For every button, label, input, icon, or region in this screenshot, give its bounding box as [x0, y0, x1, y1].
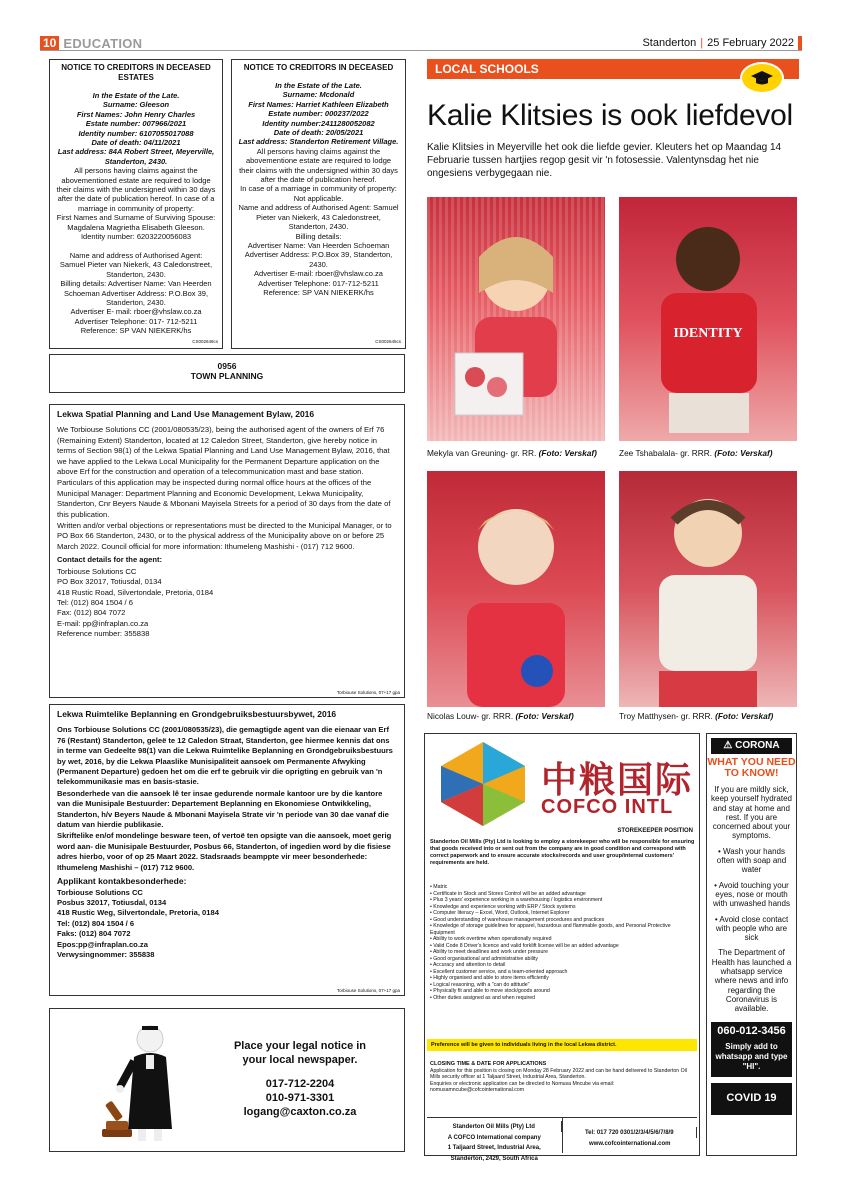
- address-line: Standerton Oil Mills (Pty) Ltd: [427, 1121, 562, 1132]
- estate-detail-line: Date of death: 20/05/2021: [273, 128, 364, 138]
- address-line: Standerton, 2429, South Africa: [450, 1155, 538, 1162]
- covid-logo-text: COVID 19: [726, 1092, 777, 1105]
- contact-line: Tel: 017 720 0301/2/3/4/5/6/7/8/9: [563, 1127, 698, 1138]
- contact-line: Tel: (012) 804 1504 / 6: [57, 918, 135, 928]
- company-address: [427, 1118, 563, 1162]
- notice-body-line: Name and address of Authorised Agent: Samuel Pieter van Niekerk, 43 Caledonstreet, Standerton, 2430.: [238, 203, 399, 232]
- planning-paragraphs: [57, 725, 397, 873]
- caption-troy: [619, 711, 773, 721]
- corona-tip: • Avoid touching your eyes, nose or mouth with unwashed hands: [713, 880, 790, 909]
- planning-paragraph: Ons Torbiouse Solutions CC (2001/080535/23), die gemagtigde agent van die eienaar van Erf 76 (Restant) Standerton, geleë te 12 Caledon Straat, Standerton, gee hiermee kennis dat ons in terme van Gedeelte 98(1) van die Lekwa Ruimtelike Beplanning en Grondgebruiksbestuurs by wet, 2016, by die Lekwa Plaaslike Munisipaliteit aansoek om Permanente Afwyking (Permanent Departure) gedoen het om die erf te gebruik vir die oprigting en gebruik van 'n telekommunikasie mas en basis-stasie.: [57, 725, 393, 787]
- caption-name: Mekyla van Greuning- gr. RR.: [427, 448, 537, 458]
- job-requirements: [430, 884, 696, 1001]
- contact-details: [57, 888, 397, 961]
- estate-detail-line: Estate number: 000237/2022: [268, 109, 369, 119]
- cofco-brand: COFCO INTL: [541, 796, 674, 818]
- notice-deceased-estate-gleeson: [49, 59, 223, 349]
- requirement-item: • Good understanding of warehouse management procedures and practices: [430, 916, 605, 923]
- notice-title: NOTICE TO CREDITORS IN DECEASED: [243, 63, 394, 72]
- classification-number: 0956: [217, 361, 237, 371]
- caption-credit: (Foto: Verskaf): [515, 711, 574, 721]
- legal-ad-line2: your local newspaper.: [242, 1054, 358, 1066]
- corona-header: ⚠ CORONA: [711, 738, 792, 754]
- graduation-cap-icon: [740, 62, 784, 94]
- company-contact: [563, 1118, 698, 1153]
- requirement-item: • Physically fit and able to move stock/goods around: [430, 988, 550, 994]
- notice-estate-details: [238, 81, 399, 147]
- town-planning-heading: [49, 354, 405, 393]
- planning-notice-afrikaans-body: [50, 705, 404, 964]
- contact-line: PO Box 32017, Totiusdal, 0134: [57, 577, 162, 587]
- notice-body-line: First Names and Surname of Surviving Spouse: Magdalena Magrietha Elisabeth Gleeson.: [56, 213, 216, 232]
- notice-body-line: Identity number: 6203220056083: [80, 232, 192, 242]
- contact-heading: Applikant kontakbesonderhede:: [57, 876, 187, 887]
- corona-info-box: [706, 733, 797, 1156]
- planning-paragraphs: [57, 425, 397, 552]
- requirement-item: • Ability to meet deadlines and work under pressure: [430, 949, 549, 955]
- caption-credit: (Foto: Verskaf): [538, 448, 597, 458]
- requirement-item: • Computer literacy – Excel, Word, Outlook, Internet Explorer: [430, 910, 570, 916]
- photo-troy: [619, 471, 797, 707]
- estate-detail-line: Identity number: 6107055017088: [78, 128, 194, 138]
- requirement-item: • Good organisational and administrative ability: [430, 955, 538, 962]
- job-lead: Standerton Oil Mills (Pty) Ltd is looking to employ a storekeeper who will be responsible for ensuring that goods received into or sent out from the company are in good condition and correspond with correct paperwork and to ensure accurate stocks/records and user group/internal customers' requirements are held.: [430, 839, 695, 866]
- contact-line: Verwysingnommer: 355838: [57, 949, 155, 959]
- shirt-text: IDENTITY: [673, 326, 743, 341]
- notice-estate-details: [56, 91, 216, 166]
- page-number: 10: [40, 36, 59, 50]
- requirement-item: • Ability to work overtime when operationally required: [430, 936, 552, 942]
- estate-detail-line: Identity number:2411280052082: [262, 118, 375, 128]
- whatsapp-number[interactable]: 060-012-3456: [711, 1022, 792, 1040]
- local-schools-bar: LOCAL SCHOOLS: [427, 59, 799, 79]
- closing-heading: CLOSING TIME & DATE FOR APPLICATIONS: [430, 1061, 547, 1067]
- whatsapp-cta: Simply add to whatsapp and type "HI".: [711, 1040, 792, 1077]
- estate-detail-line: Last address: Standerton Retirement Village.: [238, 137, 399, 147]
- caption-credit: (Foto: Verskaf): [714, 448, 773, 458]
- corona-tip: • Avoid close contact with people who are sick: [714, 914, 789, 943]
- classification-label: TOWN PLANNING: [190, 371, 264, 381]
- cofco-footer: [427, 1117, 697, 1162]
- page-header-right: [642, 36, 802, 50]
- ad-code: CS002645cs: [375, 338, 401, 344]
- requirement-item: • Highly organised and able to store items efficiently: [430, 975, 549, 981]
- corona-intro: If you are mildly sick, keep yourself hydrated and stay at home and rest. If you are concerned about your symptoms.: [711, 785, 792, 841]
- caption-nicolas: [427, 711, 574, 721]
- notice-body-line: Advertiser Telephone: 017-712-5211: [258, 278, 379, 288]
- photo-mekyla: [427, 197, 605, 441]
- estate-detail-line: First Names: Harriet Kathleen Elizabeth: [248, 99, 389, 109]
- notice-title: NOTICE TO CREDITORS IN DECEASED ESTATES: [61, 63, 211, 82]
- caption-name: Troy Matthysen- gr. RRR.: [619, 711, 713, 721]
- caption-credit: (Foto: Verskaf): [715, 711, 774, 721]
- edition-name: Standerton: [642, 37, 697, 49]
- judge-figure-illustration: [100, 1017, 190, 1147]
- notice-body-line: All persons having claims against the abovementioned estate are required to lodge their claims with the undersigned within 30 days after the date of publication hereof. In case of a marriage in community of property:: [56, 166, 216, 213]
- caption-zee: [619, 448, 773, 458]
- notice-body-line: Reference: SP VAN NIEKERK/hs: [263, 287, 374, 297]
- planning-notice-afrikaans: [49, 704, 405, 996]
- legal-ad-text: [200, 1039, 400, 1119]
- planning-paragraph: Particulars of this application may be inspected during normal office hours at the offices of the Municipal Manager: Department Planning and Economic Development, Lekwa Municipality, Standerton, Cnr Beyers Naude & Mbonani Mayisela Streets for a period of 30 days from the date of this publication.: [57, 478, 391, 519]
- legal-ad-phone1[interactable]: 017-712-2204: [265, 1078, 335, 1090]
- address-line: A COFCO International company: [447, 1134, 541, 1141]
- notice-body: [238, 147, 399, 298]
- requirement-item: • Plus 3 years' experience working in a warehousing / logistics environment: [430, 897, 603, 903]
- corona-what-you-need: WHAT YOU NEED TO KNOW!: [707, 756, 796, 779]
- header-separator: |: [700, 37, 704, 49]
- contact-line: Tel: (012) 804 1504 / 6: [57, 597, 133, 607]
- notice-body-line: Advertiser Name: Van Heerden Schoeman: [247, 240, 390, 250]
- requirement-item: • Certificate in Stock and Stores Control will be an added advantage: [430, 890, 586, 897]
- estate-detail-line: Estate number: 007966/2021: [85, 119, 187, 129]
- corona-tips: [707, 847, 796, 943]
- notice-body-line: In case of a marriage in community of property: Not applicable.: [240, 184, 397, 203]
- notice-body-line: Advertiser Telephone: 017- 712-5211: [74, 316, 198, 326]
- planning-paragraph: Written and/or verbal objections or representations must be directed to the Municipal Manager, or to PO Box 66 Standerton, 2430, or to the physical address of the Municipality above on or before 25 March 2022. Council official for more information: Ithumeleng Mashishi - (017) 712 9600.: [57, 521, 392, 551]
- notice-body-line: Billing details: Advertiser Name: Van Heerden Schoeman Advertiser Address: P.O.Box 39, Standerton, 2430.: [60, 279, 212, 307]
- planning-paragraph: We Torbiouse Solutions CC (2001/080535/23), being the authorised agent of the owners of Erf 76 (Remaining Extent) Standerton, located at 12 Caledon Street, Standerton, give hereby notice in terms of Section 98(1) of the Lekwa Spatial Planning and Land Use Management Bylaw, 2016, that we have applied to the Lekwa Local Municipality for the Permanent Departure application on the above Erf for the construction and operation of a telecommunication mast and base station.: [57, 425, 390, 477]
- planning-title: Lekwa Ruimtelike Beplanning en Grondgebruiksbestuursbywet, 2016: [57, 709, 337, 719]
- issue-date: 25 February 2022: [707, 37, 794, 49]
- planning-notice-english: [49, 404, 405, 698]
- header-accent-bar: [798, 36, 802, 50]
- requirement-item: • Valid Code 8 Driver's licence and valid forklift license will be an added advantage: [430, 942, 619, 949]
- closing-text: Application for this position is closing on Monday 28 February 2022 and can be hand delivered to Standerton Oil Mills security officer at 1 Taljaard Street, Industrial Area, Standerton.: [430, 1067, 687, 1080]
- section-name: EDUCATION: [63, 35, 143, 51]
- story-headline: Kalie Klitsies is ook liefdevol: [427, 99, 793, 132]
- page-header-left: [40, 36, 142, 50]
- notice-body-line: [56, 242, 216, 251]
- notice-deceased-estate-mcdonald: [231, 59, 406, 349]
- cofco-logo-icon: [435, 740, 531, 828]
- notice-body-line: Reference: SP VAN NIEKERK/hs: [80, 326, 192, 336]
- cofco-chinese-title: 中粮国际: [541, 760, 694, 801]
- header-rule: [40, 50, 802, 51]
- contact-details: [57, 567, 397, 640]
- ad-code: CS002648cs: [192, 338, 218, 344]
- caption-name: Zee Tshabalala- gr. RRR.: [619, 448, 712, 458]
- requirement-item: • Matric: [430, 884, 448, 890]
- contact-line: 418 Rustic Weg, Silvertondale, Pretoria, 0184: [57, 908, 219, 918]
- estate-detail-line: Last address: 84A Robert Street, Meyerville, Standerton, 2430.: [57, 147, 215, 166]
- contact-line: 418 Rustic Road, Silvertondale, Pretoria, 0184: [57, 587, 214, 597]
- estate-detail-line: In the Estate of the Late.: [275, 81, 362, 90]
- contact-line: Fax: (012) 804 7072: [57, 608, 126, 618]
- notice-body-line: Advertiser Address: P.O.Box 39, Standerton, 2430.: [244, 250, 393, 269]
- requirement-item: • Knowledge of storage guidelines for apparel, hazardous and flammable goods, and Personal Protective Equipment: [430, 923, 671, 936]
- requirement-item: • Accuracy and attention to detail: [430, 962, 506, 968]
- ad-code: Torbiouse Solutions, 07+17 gpa: [336, 988, 400, 993]
- planning-notice-english-body: [50, 405, 404, 644]
- notice-body-line: All persons having claims against the abovementione estate are required to lodge their claims with the undersigned within 30 days after the date of publication hereof.: [239, 146, 398, 185]
- caption-name: Nicolas Louw- gr. RRR.: [427, 711, 514, 721]
- job-position: STOREKEEPER POSITION: [617, 828, 693, 834]
- closing-enquiries: Enquiries or electronic application can be directed to Nomusa Mncube via email: nomusamncube@cofcointernational.com: [430, 1080, 615, 1093]
- estate-detail-line: Surname: Mcdonald: [282, 90, 355, 100]
- requirement-item: • Other duties assigned as and when required: [430, 994, 536, 1001]
- notice-body-line: Advertiser E-mail: rboer@vhslaw.co.za: [254, 269, 383, 279]
- requirement-item: • Excellent customer service, and a team-oriented approach: [430, 968, 568, 975]
- requirement-item: • Knowledge and experience working with ERP / Stock systems: [430, 903, 576, 910]
- planning-title: Lekwa Spatial Planning and Land Use Management Bylaw, 2016: [57, 409, 315, 419]
- contact-line: Reference number: 355838: [57, 629, 150, 639]
- planning-paragraph: Skriftelike en/of mondelinge besware teen, of vertoë ten opsigte van die aansoek, moet gerig word aan- die Munisipale Bestuurder, Posbus 66, Standerton, of ingedien word by die fisiese adres hierbo, voor of op 25 Maart 2022. Stadsraads beamppte vir meer besonderhede: Ithumeleng Mashishi – (017) 712 9600.: [57, 831, 392, 872]
- notice-body-line: Name and address of Authorised Agent: Samuel Pieter van Niekerk, 43 Caledonstreet, Standerton, 2430.: [59, 250, 213, 279]
- ad-code: Torbiouse Solutions, 07+17 gpa: [336, 690, 400, 695]
- story-intro: Kalie Klitsies in Meyerville het ook die liefde gevier. Kleuters het op Maandag 14 Februarie tussen hartjies regop gesit vir 'n fotosessie. Valentynsdag het nie ongesiens verbygegaan nie.: [427, 142, 782, 179]
- contact-line: Torbiouse Solutions CC: [57, 566, 137, 576]
- notice-body-line: Advertiser E- mail: rboer@vhslaw.co.za: [70, 307, 202, 317]
- photo-nicolas: [427, 471, 605, 707]
- contact-line: Faks: (012) 804 7072: [57, 929, 131, 939]
- planning-paragraph: Besonderhede van die aansoek lê ter insae gedurende normale kantoor ure by die kantore van die Munisipale Bestuurder: Departement Beplanning en Ekonomiese Ontwikkeling, Standerton, h/v Beyers Naude & Mbonani Mayisela Strate vir 'n periode van 30 dae vanaf die datum van hierdie publikasie.: [57, 788, 389, 830]
- contact-heading: Contact details for the agent:: [57, 555, 163, 565]
- contact-line: Posbus 32017, Totiusdal, 0134: [57, 897, 167, 907]
- estate-detail-line: Surname: Gleeson: [102, 100, 170, 110]
- notice-body-line: Billing details:: [295, 231, 342, 241]
- corona-tip: • Wash your hands often with soap and water: [716, 846, 787, 875]
- caption-mekyla: [427, 448, 597, 458]
- contact-line: www.cofcointernational.com: [589, 1140, 671, 1147]
- photo-zee: [619, 197, 797, 441]
- contact-line: Epos:pp@infraplan.co.za: [57, 939, 148, 949]
- requirement-item: • Logical reasoning, with a "can do attitude": [430, 981, 530, 988]
- notice-body: [56, 166, 216, 335]
- corona-dept-text: The Department of Health has launched a whatsapp service where news and info regarding the Coronavirus is available.: [711, 948, 792, 1014]
- estate-detail-line: In the Estate of the Late.: [92, 91, 180, 100]
- legal-ad-line1: Place your legal notice in: [233, 1040, 367, 1052]
- contact-line: E-mail: pp@infraplan.co.za: [57, 618, 149, 628]
- cofco-job-ad: [424, 733, 700, 1162]
- legal-ad-email[interactable]: logang@caxton.co.za: [243, 1106, 357, 1118]
- job-closing: [430, 1061, 696, 1094]
- estate-detail-line: First Names: John Henry Charles: [76, 109, 196, 119]
- legal-notice-ad: [49, 1008, 405, 1152]
- job-preference: Preference will be given to individuals living in the local Lekwa district.: [427, 1039, 697, 1051]
- estate-detail-line: Date of death: 04/11/2021: [91, 138, 181, 148]
- covid-logo: [711, 1083, 792, 1115]
- contact-line: Torbiouse Solutions CC: [57, 887, 143, 897]
- legal-ad-phone2[interactable]: 010-971-3301: [265, 1092, 335, 1104]
- address-line: 1 Taljaard Street, Industrial Area,: [447, 1145, 541, 1151]
